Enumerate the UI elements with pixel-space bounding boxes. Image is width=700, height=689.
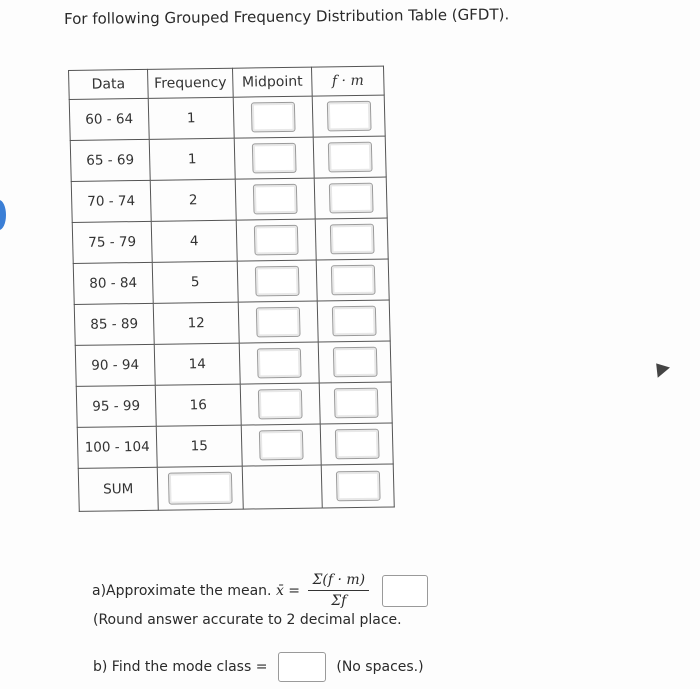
fm-cell <box>313 136 386 178</box>
frequency-sum-cell <box>157 466 243 510</box>
fm-input[interactable] <box>326 101 371 132</box>
mean-answer-input[interactable] <box>382 575 428 607</box>
fm-sum-input[interactable] <box>335 471 380 502</box>
midpoint-input[interactable] <box>256 307 301 338</box>
fm-cell <box>314 177 387 219</box>
data-cell: 80 - 84 <box>73 262 153 304</box>
fm-cell <box>317 300 390 342</box>
gfdt-table-container <box>68 66 395 540</box>
header-frequency: Frequency <box>148 68 234 98</box>
mode-class-input[interactable] <box>278 652 326 682</box>
table-row <box>75 341 391 386</box>
data-cell: 90 - 94 <box>75 344 155 386</box>
fraction-denominator: Σf <box>331 593 347 609</box>
fm-input[interactable] <box>333 388 378 419</box>
edge-marker <box>0 200 6 230</box>
fm-sum-cell <box>321 464 394 508</box>
midpoint-input[interactable] <box>254 225 299 256</box>
midpoint-cell <box>239 342 319 384</box>
data-cell: 65 - 69 <box>70 139 150 181</box>
frequency-cell: 16 <box>155 384 241 426</box>
round-note: (Round answer accurate to 2 decimal place. <box>93 612 402 628</box>
question-b-suffix: (No spaces.) <box>336 659 424 675</box>
midpoint-input[interactable] <box>257 348 302 379</box>
mouse-cursor-icon <box>650 358 670 377</box>
fm-input[interactable] <box>331 306 376 337</box>
table-row <box>71 177 387 222</box>
midpoint-cell <box>237 260 317 302</box>
table-row <box>70 136 386 181</box>
question-b <box>93 652 424 682</box>
midpoint-input[interactable] <box>251 102 296 133</box>
xbar-symbol: x̄ = <box>275 582 301 599</box>
data-cell: 60 - 64 <box>69 98 149 140</box>
frequency-cell: 15 <box>156 425 242 467</box>
midpoint-input[interactable] <box>253 184 298 215</box>
fm-cell <box>312 95 385 137</box>
fm-cell <box>318 341 391 383</box>
fm-input[interactable] <box>330 265 375 296</box>
midpoint-cell <box>234 137 314 179</box>
data-cell: 70 - 74 <box>71 180 151 222</box>
midpoint-cell <box>233 96 313 138</box>
fm-input[interactable] <box>332 347 377 378</box>
frequency-sum-input[interactable] <box>168 472 233 505</box>
fm-cell <box>316 259 389 301</box>
data-cell: 100 - 104 <box>77 426 157 468</box>
frequency-cell: 12 <box>153 302 239 344</box>
table-row <box>73 259 389 304</box>
fm-input[interactable] <box>334 429 379 460</box>
frequency-cell: 4 <box>151 220 237 262</box>
midpoint-cell <box>241 424 321 466</box>
frequency-cell: 1 <box>149 138 235 180</box>
midpoint-sum-cell <box>242 465 322 509</box>
fm-input[interactable] <box>329 224 374 255</box>
question-a-prefix: a)Approximate the mean. <box>92 582 272 599</box>
fm-cell <box>315 218 388 260</box>
midpoint-cell <box>236 219 316 261</box>
question-a <box>92 572 428 609</box>
midpoint-cell <box>240 383 320 425</box>
header-fm: f · m <box>311 66 384 96</box>
table-row <box>76 382 392 427</box>
gfdt-table <box>68 66 395 512</box>
midpoint-cell <box>238 301 318 343</box>
frequency-cell: 5 <box>152 261 238 303</box>
midpoint-input[interactable] <box>252 143 297 174</box>
page-title: For following Grouped Frequency Distribution Table (GFDT). <box>64 5 510 28</box>
table-row <box>69 95 385 140</box>
midpoint-input[interactable] <box>255 266 300 297</box>
fm-input[interactable] <box>327 142 372 173</box>
midpoint-cell <box>235 178 315 220</box>
question-b-prefix: b) Find the mode class = <box>93 659 268 675</box>
data-cell: 85 - 89 <box>74 303 154 345</box>
header-midpoint: Midpoint <box>232 67 312 97</box>
sum-row <box>78 464 394 511</box>
fraction-numerator: Σ(f · m) <box>308 572 369 591</box>
data-cell: 95 - 99 <box>76 385 156 427</box>
fm-input[interactable] <box>328 183 373 214</box>
frequency-cell: 14 <box>154 343 240 385</box>
sum-label-cell: SUM <box>78 467 158 511</box>
frequency-cell: 2 <box>150 179 236 221</box>
midpoint-input[interactable] <box>258 389 303 420</box>
table-row <box>74 300 390 345</box>
data-cell: 75 - 79 <box>72 221 152 263</box>
table-row <box>72 218 388 263</box>
fm-cell <box>319 382 392 424</box>
fm-cell <box>320 423 393 465</box>
frequency-cell: 1 <box>148 97 234 139</box>
table-header-row <box>69 66 385 99</box>
header-data: Data <box>69 69 149 99</box>
mean-fraction <box>308 572 369 609</box>
midpoint-input[interactable] <box>259 430 304 461</box>
table-row <box>77 423 393 468</box>
